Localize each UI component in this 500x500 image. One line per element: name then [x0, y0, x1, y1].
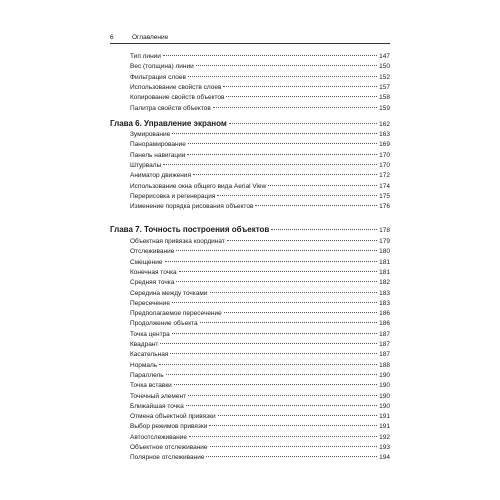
entry-page-number: 193 [379, 444, 390, 451]
entry-title: Палитра свойств объектов [130, 104, 211, 112]
toc-entry [130, 258, 390, 268]
entry-page-number: 169 [379, 141, 390, 149]
entry-title: Использование свойств слоев [130, 83, 222, 91]
dot-leader [172, 302, 377, 303]
toc-entry [130, 319, 390, 329]
dot-leader [200, 322, 377, 323]
toc-entry [130, 192, 390, 202]
dot-leader [188, 395, 377, 396]
dot-leader [217, 195, 377, 196]
header-title: Оглавление [132, 34, 169, 41]
toc-entry [130, 62, 390, 72]
entry-title: Фильтрация слоев [130, 73, 186, 81]
entry-page-number: 150 [379, 63, 390, 71]
entry-title: Точечный элемент [130, 392, 187, 400]
entry-title: Штурвалы [130, 161, 162, 169]
entry-page-number: 190 [379, 382, 390, 390]
dot-leader [193, 174, 377, 175]
dot-leader [166, 374, 377, 375]
entry-title: Средняя точка [130, 279, 175, 287]
toc-entry [130, 52, 390, 62]
dot-leader [170, 353, 377, 354]
dot-leader [172, 333, 377, 334]
toc-entry [130, 73, 390, 83]
entry-title: Объектная привязка координат [130, 238, 225, 245]
toc-chapter-heading [110, 118, 390, 130]
entry-page-number: 183 [379, 299, 390, 307]
dot-leader [163, 55, 377, 56]
dot-leader [176, 250, 377, 251]
entry-page-number: 170 [379, 151, 390, 159]
entry-title: Нормаль [130, 361, 158, 369]
toc-entry [130, 453, 390, 463]
dot-leader [179, 271, 377, 272]
dot-leader [187, 154, 377, 155]
entry-page-number: 158 [379, 94, 390, 102]
toc-entry [130, 151, 390, 161]
entry-page-number: 188 [379, 361, 390, 369]
toc-entry [130, 104, 390, 114]
toc-entry [130, 83, 390, 93]
toc-entry [130, 361, 390, 371]
chapter-title: Глава 7. Точность построения объектов [110, 225, 270, 234]
toc-entry [130, 182, 390, 192]
dot-leader [206, 456, 377, 457]
entry-title: Выбор режимов привязки [130, 423, 208, 431]
entry-page-number: 163 [379, 131, 390, 138]
toc-entry [130, 381, 390, 391]
entry-title: Продолжение объекта [130, 320, 198, 328]
entry-title: Конечная точка [130, 268, 177, 276]
entry-page-number: 194 [379, 454, 390, 462]
toc-entry [130, 278, 390, 288]
entry-title: Касательная [130, 351, 169, 359]
entry-page-number: 186 [379, 320, 390, 328]
toc-entry [130, 299, 390, 309]
entry-title: Отслеживание [130, 248, 175, 256]
entry-page-number: 190 [379, 392, 390, 400]
entry-page-number: 157 [379, 83, 390, 91]
dot-leader [223, 86, 377, 87]
entry-title: Панорамирование [130, 141, 186, 149]
dot-leader [209, 425, 377, 426]
chapter-title: Глава 6. Управление экраном [110, 119, 227, 128]
chapter-page-number: 178 [379, 227, 390, 234]
entry-title: Пересечение [130, 299, 171, 307]
toc-entry [130, 422, 390, 432]
toc-entry [130, 237, 390, 247]
entry-title: Вес (толщина) линии [130, 63, 194, 71]
entry-page-number: 179 [379, 238, 390, 245]
entry-page-number: 174 [379, 182, 390, 190]
entry-title: Копирование свойств объектов [130, 94, 225, 102]
entry-page-number: 182 [379, 279, 390, 287]
page-number: 6 [110, 34, 114, 41]
entry-page-number: 187 [379, 351, 390, 359]
entry-title: Объектное отслеживание [130, 444, 208, 451]
toc-entry [130, 130, 390, 140]
entry-page-number: 181 [379, 258, 390, 266]
dot-leader [172, 133, 377, 134]
toc-entry [130, 93, 390, 103]
dot-leader [229, 123, 377, 124]
entry-title: Тип линии [130, 53, 161, 60]
dot-leader [271, 229, 377, 230]
entry-page-number: 159 [379, 104, 390, 112]
entry-title: Точка вставки [130, 382, 172, 390]
entry-title: Использование окна общего вида Aerial View [130, 182, 267, 190]
entry-title: Точка центра [130, 330, 170, 338]
toc-entry [130, 268, 390, 278]
toc-entry [130, 202, 390, 212]
dot-leader [165, 261, 378, 262]
toc-entry [130, 350, 390, 360]
entry-title: Аниматор движения [130, 172, 192, 180]
toc-entry [130, 392, 390, 402]
entry-page-number: 175 [379, 192, 390, 200]
entry-title: Зумирование [130, 131, 171, 138]
dot-leader [160, 343, 377, 344]
toc-entry [130, 340, 390, 350]
entry-page-number: 176 [379, 203, 390, 211]
entry-page-number: 180 [379, 248, 390, 256]
toc-chapter-heading [110, 224, 390, 236]
entry-page-number: 186 [379, 310, 390, 318]
entry-page-number: 172 [379, 172, 390, 180]
dot-leader [213, 107, 377, 108]
dot-leader [188, 143, 377, 144]
dot-leader [174, 384, 377, 385]
entry-title: Автоотслеживание [130, 433, 187, 441]
entry-page-number: 191 [379, 423, 390, 431]
dot-leader [186, 405, 377, 406]
toc-entry [130, 433, 390, 443]
entry-title: Панель навигации [130, 151, 186, 159]
toc-entry [130, 402, 390, 412]
toc-entry [130, 171, 390, 181]
entry-page-number: 187 [379, 341, 390, 348]
dot-leader [210, 446, 378, 447]
entry-page-number: 147 [379, 53, 390, 60]
dot-leader [163, 164, 377, 165]
entry-page-number: 190 [379, 402, 390, 410]
entry-page-number: 190 [379, 371, 390, 379]
entry-page-number: 187 [379, 330, 390, 338]
entry-page-number: 183 [379, 289, 390, 297]
toc-entry [130, 330, 390, 340]
toc-entry [130, 247, 390, 257]
dot-leader [268, 185, 377, 186]
entry-page-number: 192 [379, 433, 390, 441]
dot-leader [210, 292, 378, 293]
toc-entry [130, 309, 390, 319]
entry-title: Середина между точками [130, 289, 208, 297]
dot-leader [176, 281, 377, 282]
entry-title: Квадрант [130, 341, 159, 348]
entry-title: Ближайшая точка [130, 402, 184, 410]
dot-leader [226, 96, 377, 97]
entry-title: Параллель [130, 371, 164, 379]
dot-leader [255, 205, 377, 206]
chapter-page-number: 162 [379, 121, 390, 128]
entry-title: Изменение порядка рисования объектов [130, 203, 254, 211]
dot-leader [188, 76, 377, 77]
dot-leader [224, 312, 377, 313]
entry-page-number: 181 [379, 268, 390, 276]
running-header [110, 33, 390, 44]
toc-entry [130, 140, 390, 150]
entry-title: Смещение [130, 258, 163, 266]
entry-title: Перерисовка и регенерация [130, 192, 216, 200]
entry-title: Предполагаемое пересечение [130, 310, 222, 318]
dot-leader [189, 436, 377, 437]
toc-entry [130, 371, 390, 381]
entry-title: Полярное отслеживание [130, 454, 205, 462]
entry-page-number: 170 [379, 161, 390, 169]
dot-leader [227, 240, 377, 241]
toc-entry [130, 161, 390, 171]
dot-leader [218, 415, 378, 416]
dot-leader [196, 65, 377, 66]
dot-leader [159, 364, 377, 365]
toc-entry [130, 412, 390, 422]
entry-page-number: 152 [379, 73, 390, 81]
toc-entry [130, 443, 390, 453]
entry-title: Отмена объектной привязки [130, 413, 216, 421]
toc-entry [130, 289, 390, 299]
entry-page-number: 191 [379, 413, 390, 421]
